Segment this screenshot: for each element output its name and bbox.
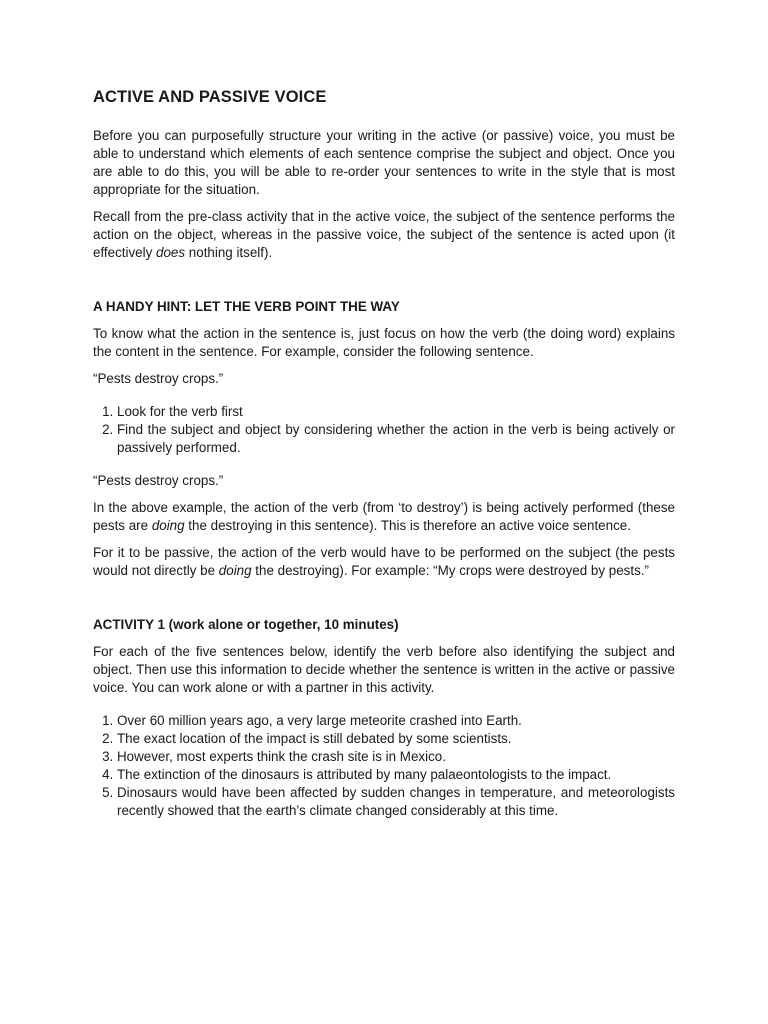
step-item: 2. Find the subject and object by considering whether the action in the verb is being actively or passively performed. xyxy=(117,421,675,457)
explanation-2-text-b: the destroying). For example: “My crops were destroyed by pests.” xyxy=(251,563,649,578)
step-item: 1. Look for the verb first xyxy=(117,403,675,421)
document-page xyxy=(93,86,675,829)
example-quote-2: “Pests destroy crops.” xyxy=(93,473,224,488)
intro-paragraph-2 xyxy=(93,208,675,262)
section-spacer xyxy=(93,271,675,298)
explanation-1-text-b: the destroying in this sentence). This is therefore an active voice sentence. xyxy=(184,518,631,533)
explanation-1-text-a: In the above example, the action of the verb (from ‘to destroy’) is being actively performed (these pests are xyxy=(93,500,675,533)
activity-item: 4. The extinction of the dinosaurs is attributed by many palaeontologists to the impact. xyxy=(117,766,675,784)
explanation-paragraph-1 xyxy=(93,499,675,535)
intro-paragraph-1: Before you can purposefully structure your writing in the active (or passive) voice, you must be able to understand which elements of each sentence comprise the subject and object. Once you are able to do this, you will be able to re-order your sentences to write in the style that is most appropriate for the situation. xyxy=(93,128,675,197)
activity-item: 2. The exact location of the impact is still debated by some scientists. xyxy=(117,730,675,748)
intro-paragraph-2-emphasis: does xyxy=(156,245,186,260)
explanation-paragraph-2 xyxy=(93,544,675,580)
explanation-2-emphasis: doing xyxy=(218,563,252,578)
intro-paragraph-2-text-a: Recall from the pre-class activity that in the active voice, the subject of the sentence performs the action on the object, whereas in the passive voice, the subject of the sentence is acted upon (it effectively xyxy=(93,209,675,260)
explanation-2-text-a: For it to be passive, the action of the verb would have to be performed on the subject (the pests would not directly be xyxy=(93,545,675,578)
example-quote: “Pests destroy crops.” xyxy=(93,371,224,386)
hint-paragraph: To know what the action in the sentence is, just focus on how the verb (the doing word) explains the content in the sentence. For example, consider the following sentence. xyxy=(93,326,675,359)
activity-item: 3. However, most experts think the crash site is in Mexico. xyxy=(117,748,675,766)
activity-item: 5. Dinosaurs would have been affected by sudden changes in temperature, and meteorologists recently showed that the earth’s climate changed considerably at this time. xyxy=(117,784,675,820)
activity-heading: ACTIVITY 1 (work alone or together, 10 minutes) xyxy=(93,617,399,632)
activity-paragraph: For each of the five sentences below, identify the verb before also identifying the subject and object. Then use this information to decide whether the sentence is written in the active or passive voice. You can work alone or with a partner in this activity. xyxy=(93,644,675,695)
hint-heading: A HANDY HINT: LET THE VERB POINT THE WAY xyxy=(93,299,400,314)
page-title: ACTIVE AND PASSIVE VOICE xyxy=(93,88,327,106)
activity-list xyxy=(93,712,675,820)
steps-list xyxy=(93,403,675,457)
explanation-1-emphasis: doing xyxy=(151,518,185,533)
intro-paragraph-2-text-b: nothing itself). xyxy=(185,245,273,260)
activity-item: 1. Over 60 million years ago, a very large meteorite crashed into Earth. xyxy=(117,712,675,730)
section-spacer xyxy=(93,589,675,616)
